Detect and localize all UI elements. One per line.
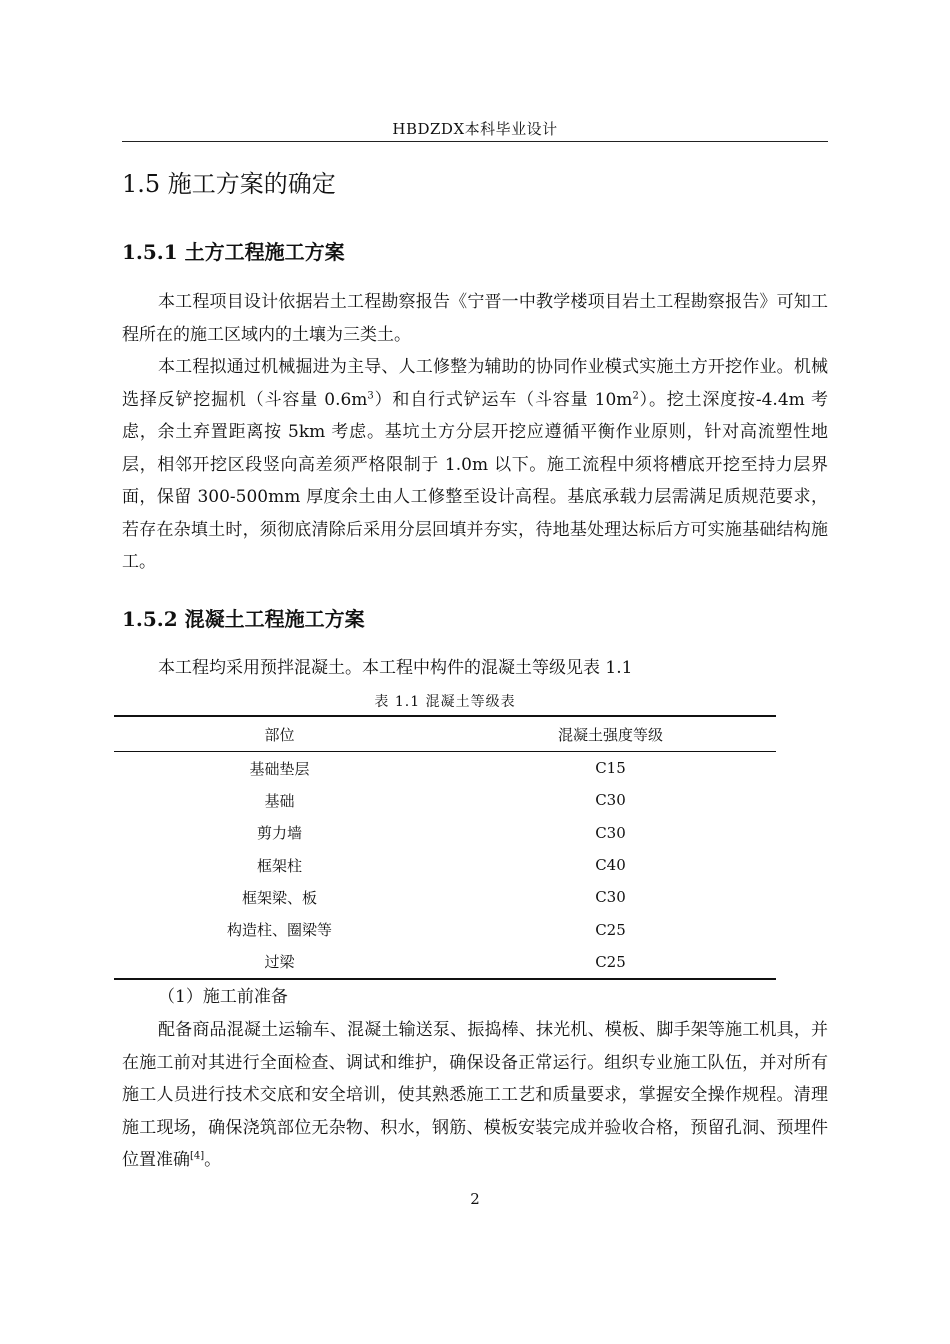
earthwork-text-a: 本工程拟通过机械掘进为主导、人工修整为辅助的协同作业模式实施土方开挖作业。机械选择反铲挖掘机（斗容量 0.6m: [122, 357, 828, 410]
table-caption: 表 1.1 混凝土等级表: [374, 694, 516, 710]
table-header-location: 部位: [114, 716, 445, 752]
concrete-grade-table: [114, 715, 776, 980]
subsection-heading-earthwork: 1.5.1 土方工程施工方案: [122, 240, 345, 264]
page-number: 2: [470, 1190, 480, 1208]
table-cell-grade: C25: [595, 920, 626, 939]
table-cell-grade: C30: [595, 791, 626, 810]
table-row: [114, 784, 776, 816]
table-cell-location: 基础垫层: [249, 759, 310, 778]
earthwork-text-b: ）和自行式铲运车（斗容量 10m: [373, 389, 633, 410]
table-cell-grade: C40: [595, 856, 626, 875]
table-row: [114, 752, 776, 785]
table-cell-grade: C30: [595, 888, 626, 907]
table-row: [114, 817, 776, 849]
superscript-cubic: 3: [367, 389, 374, 401]
step1-label: （1）施工前准备: [158, 987, 288, 1007]
table-row: [114, 946, 776, 979]
table-cell-location: 框架梁、板: [241, 888, 317, 907]
section-heading: 1.5 施工方案的确定: [122, 170, 336, 198]
table-cell-location: 过梁: [114, 946, 445, 979]
table-cell-grade: C15: [595, 759, 626, 778]
table-cell-location: 基础: [264, 791, 295, 810]
table-cell-grade: C25: [445, 946, 776, 979]
step1-paragraph: [122, 1014, 828, 1177]
running-header: HBDZDX本科毕业设计: [392, 120, 558, 138]
earthwork-paragraph-2: [122, 351, 828, 579]
subsection-heading-concrete: 1.5.2 混凝土工程施工方案: [122, 607, 365, 631]
step1-end: 。: [204, 1150, 222, 1170]
table-cell-location: 构造柱、圈梁等: [226, 921, 332, 940]
table-cell-grade: C30: [595, 823, 626, 842]
table-row: [114, 881, 776, 913]
table-row: [114, 913, 776, 945]
superscript-square: 2: [632, 389, 639, 401]
table-header-row: [114, 716, 776, 752]
citation-ref: [4]: [190, 1150, 205, 1162]
earthwork-text-c: ）。挖土深度按-4.4m 考虑，余土弃置距离按 5km 考虑。基坑土方分层开挖应遵循平衡作业原则，针对高流塑性地层，相邻开挖区段竖向高差须严格限制于 1.0m 以下。施工流程中须将槽底开挖至持力层界面，保留 300-500mm 厚度余土由人工修整至设计高程。基底承载力层需满足质规范要求，若存在杂填土时，须彻底清除后采用分层回填并夯实，待地基处理达标后方可实施基础结构施工。: [122, 389, 829, 572]
step1-text: 配备商品混凝土运输车、混凝土输送泵、振捣棒、抹光机、模板、脚手架等施工机具，并在施工前对其进行全面检查、调试和维护，确保设备正常运行。组织专业施工队伍，并对所有施工人员进行技术交底和安全培训，使其熟悉施工工艺和质量要求，掌握安全操作规程。清理施工现场，确保浇筑部位无杂物、积水，钢筋、模板安装完成并验收合格，预留孔洞、预埋件位置准确: [122, 1020, 828, 1170]
table-header-grade: 混凝土强度等级: [445, 716, 776, 752]
table-cell-location: 剪力墙: [256, 824, 302, 843]
earthwork-paragraph-1: 本工程项目设计依据岩土工程勘察报告《宁晋一中教学楼项目岩土工程勘察报告》可知工程所在的施工区域内的土壤为三类土。: [122, 292, 828, 345]
header-rule: [122, 141, 828, 142]
table-row: [114, 849, 776, 881]
table-cell-location: 框架柱: [256, 856, 302, 875]
concrete-intro: 本工程均采用预拌混凝土。本工程中构件的混凝土等级见表 1.1: [158, 658, 633, 678]
